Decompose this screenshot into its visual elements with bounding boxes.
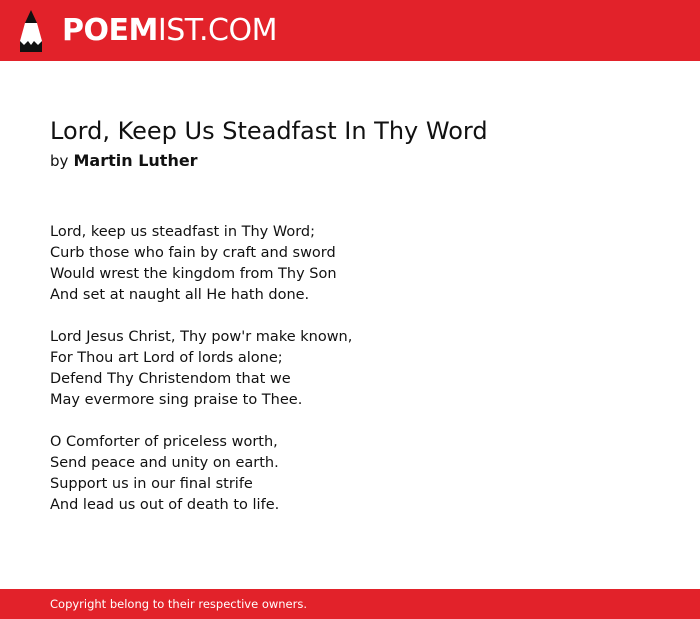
logo-light-text: IST.COM [157, 13, 277, 48]
byline-prefix: by [50, 152, 69, 170]
site-footer [0, 589, 700, 619]
poem-line: Would wrest the kingdom from Thy Son [50, 266, 337, 282]
poem-stanza-1 [50, 222, 670, 306]
poem-line: Curb those who fain by craft and sword [50, 245, 336, 261]
site-logo-text [62, 9, 277, 53]
poem-line: For Thou art Lord of lords alone; [50, 350, 283, 366]
poem-line: Send peace and unity on earth. [50, 455, 279, 471]
poem-stanza-3 [50, 432, 670, 516]
poem-content [50, 112, 670, 537]
poem-title: Lord, Keep Us Steadfast In Thy Word [50, 117, 488, 145]
poem-line: Lord, keep us steadfast in Thy Word; [50, 224, 316, 240]
logo-bold-text: POEM [62, 13, 158, 48]
poem-line: O Comforter of priceless worth, [50, 434, 278, 450]
pencil-icon [17, 9, 45, 53]
poem-line: Support us in our final strife [50, 476, 253, 492]
poem-line: Lord Jesus Christ, Thy pow'r make known, [50, 329, 353, 345]
author-link[interactable]: Martin Luther [73, 151, 198, 170]
poem-line: Defend Thy Christendom that we [50, 371, 291, 387]
poem-line: And lead us out of death to life. [50, 497, 280, 513]
poem-body [50, 222, 670, 516]
poem-stanza-2 [50, 327, 670, 411]
poem-byline [50, 150, 670, 172]
copyright-text: Copyright belong to their respective owners. [50, 597, 308, 611]
poem-line: May evermore sing praise to Thee. [50, 392, 303, 408]
site-header [0, 0, 700, 61]
poem-line: And set at naught all He hath done. [50, 287, 310, 303]
site-logo-link[interactable] [17, 9, 277, 53]
